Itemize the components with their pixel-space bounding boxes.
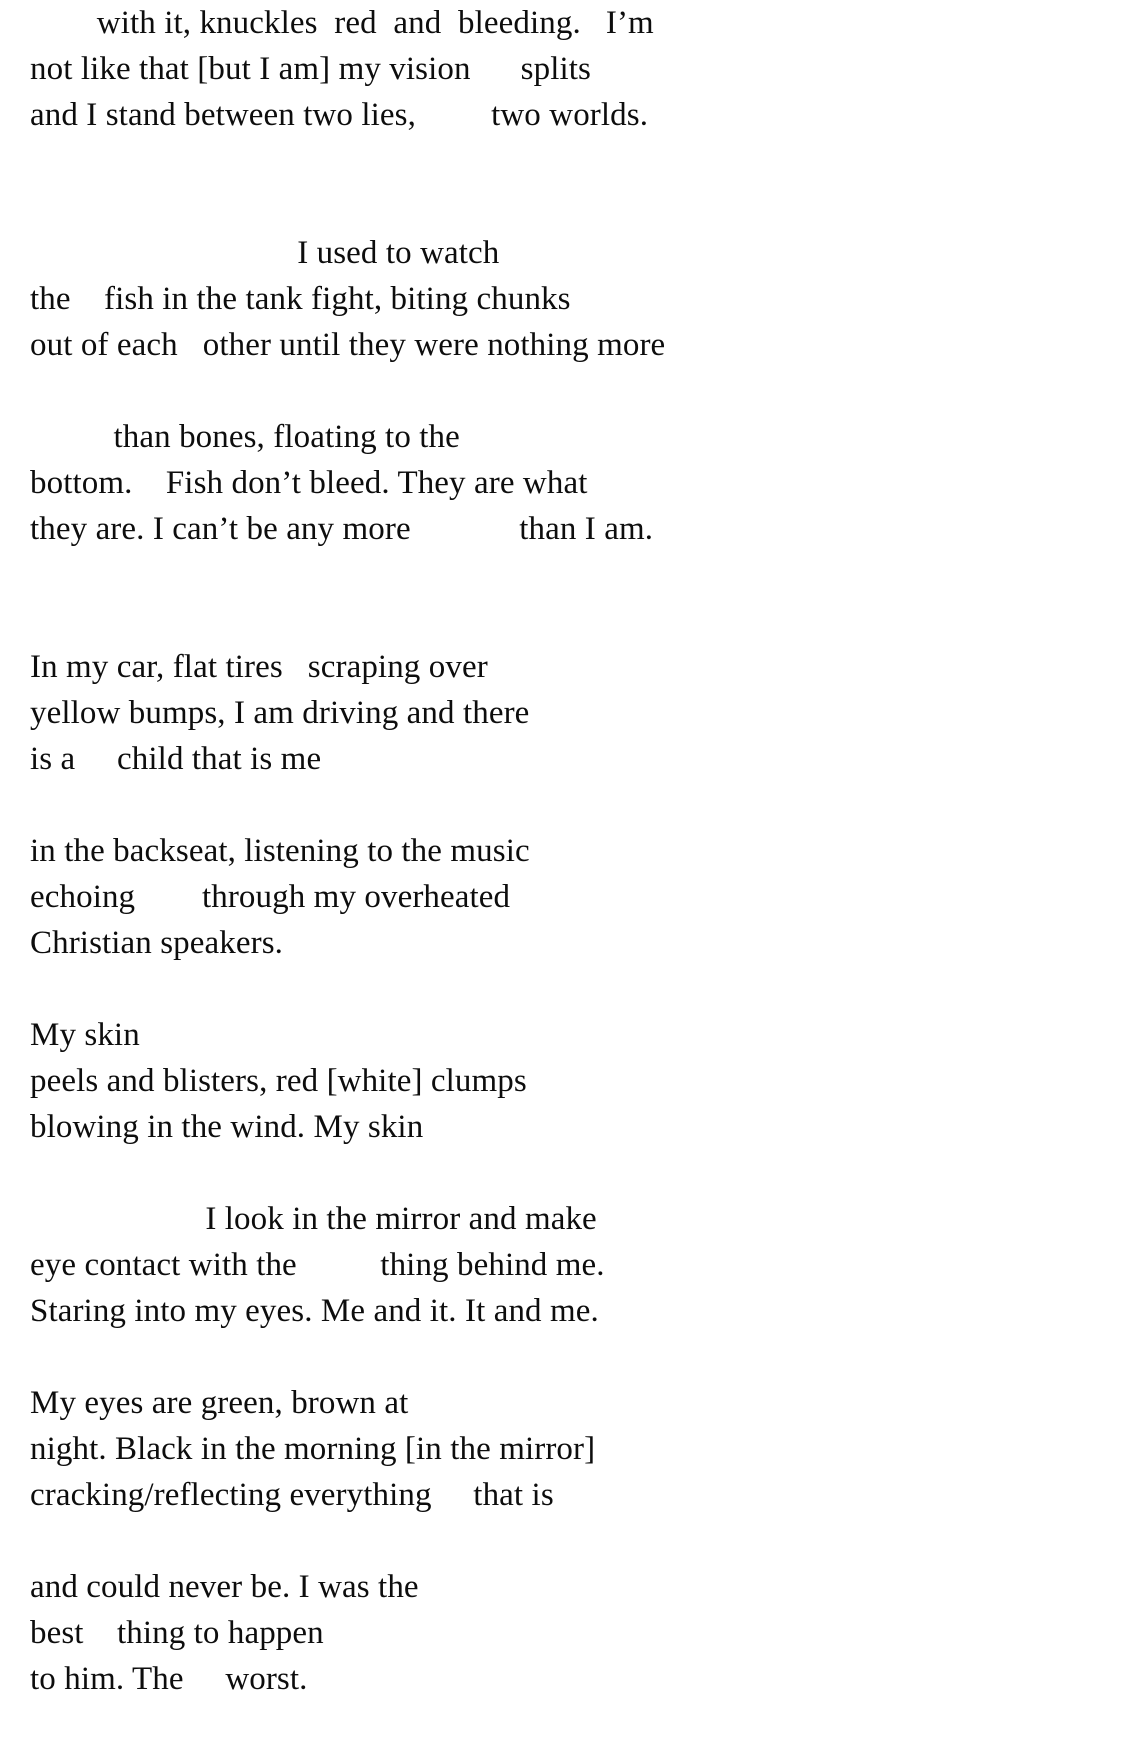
poem-line: eye contact with the thing behind me. [30,1247,605,1283]
poem-line: bottom. Fish don’t bleed. They are what [30,465,588,501]
poem-line: and could never be. I was the [30,1569,419,1605]
poem-line: My eyes are green, brown at [30,1385,409,1421]
poem-stanza [30,644,1090,782]
poem-line: My skin [30,1017,140,1053]
poem-line: out of each other until they were nothing more [30,327,666,363]
poem-line: peels and blisters, red [white] clumps [30,1063,527,1099]
poem-line: night. Black in the morning [in the mirror] [30,1431,596,1467]
stanza-gap [30,368,1090,414]
poem-line: yellow bumps, I am driving and there [30,695,530,731]
stanza-gap [30,1150,1090,1196]
poem-stanza [30,230,1090,368]
stanza-gap [30,1334,1090,1380]
poem-line: echoing through my overheated [30,879,511,915]
poem-line: they are. I can’t be any more than I am. [30,511,654,547]
poem-stanza [30,828,1090,966]
poem-line: not like that [but I am] my vision splits [30,51,591,87]
poem-line: blowing in the wind. My skin [30,1109,424,1145]
stanza-gap [30,1518,1090,1564]
poem-line: and I stand between two lies, two worlds. [30,97,649,133]
poem-line: with it, knuckles red and bleeding. I’m [30,5,654,41]
stanza-gap [30,552,1090,644]
poem-line: In my car, flat tires scraping over [30,649,488,685]
poem-line: to him. The worst. [30,1661,308,1697]
poem-body [30,0,1090,1702]
stanza-gap [30,138,1090,230]
poem-line: Christian speakers. [30,925,284,961]
poem-line: best thing to happen [30,1615,324,1651]
poem-stanza [30,1012,1090,1150]
poem-line: cracking/reflecting everything that is [30,1477,554,1513]
poem-stanza [30,414,1090,552]
poem-line: is a child that is me [30,741,322,777]
poem-line: in the backseat, listening to the music [30,833,530,869]
stanza-gap [30,966,1090,1012]
poem-stanza [30,1196,1090,1334]
poem-stanza [30,1564,1090,1702]
poem-line: I look in the mirror and make [30,1201,597,1237]
poem-stanza [30,0,1090,138]
stanza-gap [30,782,1090,828]
poem-line: than bones, floating to the [30,419,460,455]
poem-line: Staring into my eyes. Me and it. It and me. [30,1293,599,1329]
poem-line: I used to watch [30,235,500,271]
poem-line: the fish in the tank fight, biting chunks [30,281,571,317]
poem-stanza [30,1380,1090,1518]
